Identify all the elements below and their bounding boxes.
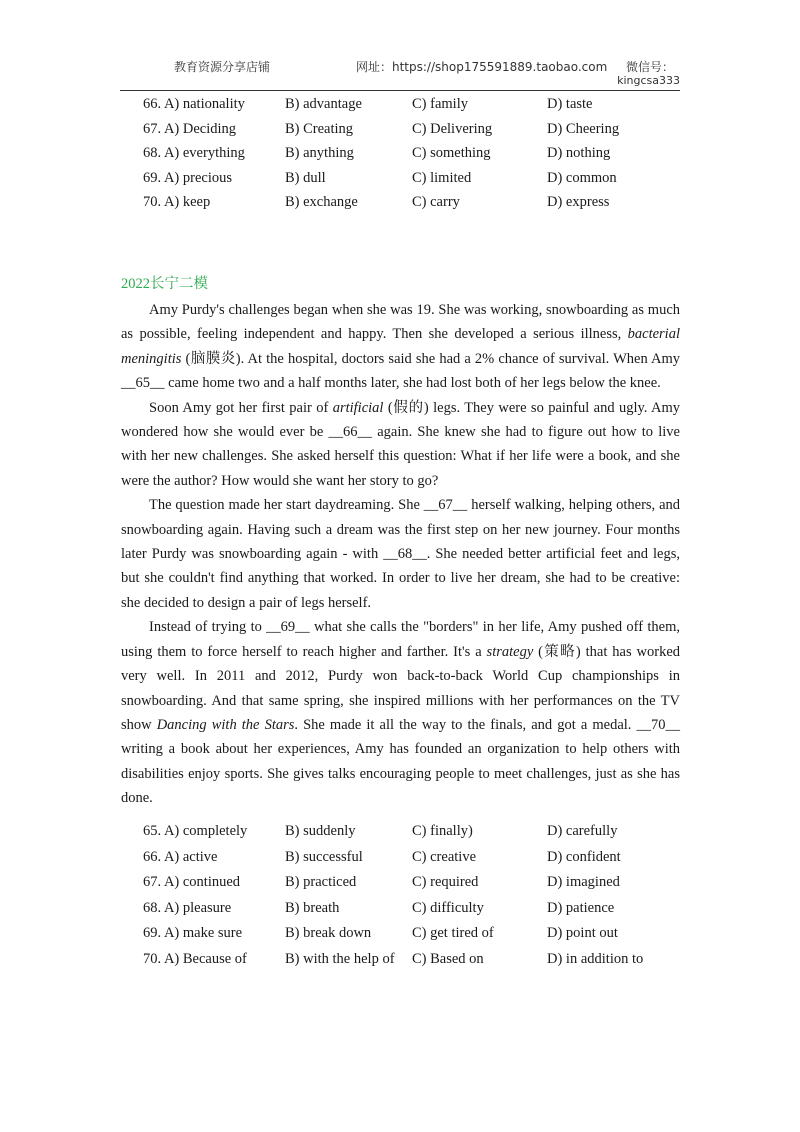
option-c: C) Delivering bbox=[412, 120, 493, 137]
option-d: D) carefully bbox=[547, 823, 618, 839]
option-b: B) Creating bbox=[285, 120, 354, 137]
text-run: The question made her start daydreaming. She __67__ herself walking, helping others, and snowboarding again. Having such a dream was the first step on her new journey. Four months later Purdy was snowboarding again - with __68__. She needed better artificial feet and legs, but she couldn't find anything that worked. In order to live her dream, she had to be creative: she decided to design a pair of legs herself. bbox=[121, 497, 680, 611]
option-d: D) nothing bbox=[547, 145, 611, 162]
option-a: 70. A) keep bbox=[143, 194, 211, 211]
italic-term: strategy bbox=[486, 643, 534, 660]
option-a: 70. A) Because of bbox=[143, 950, 247, 967]
option-c: C) finally) bbox=[412, 823, 473, 839]
paragraph-4 bbox=[121, 615, 680, 810]
paragraph-2 bbox=[121, 396, 680, 494]
option-a: 66. A) active bbox=[143, 848, 218, 865]
option-a: 68. A) pleasure bbox=[143, 899, 232, 916]
paragraph-3 bbox=[121, 493, 680, 615]
option-d: D) in addition to bbox=[547, 950, 644, 967]
reading-passage bbox=[121, 298, 680, 811]
option-a: 67. A) continued bbox=[143, 874, 241, 891]
option-c: C) carry bbox=[412, 194, 460, 211]
option-a: 67. A) Deciding bbox=[143, 120, 237, 137]
option-d: D) Cheering bbox=[547, 120, 620, 137]
header-wechat-id: kingcsa333 bbox=[617, 74, 680, 87]
section-title: 2022长宁二模 bbox=[121, 276, 208, 292]
option-b: B) anything bbox=[285, 145, 354, 162]
option-d: D) common bbox=[547, 169, 617, 186]
header-shop-name: 教育资源分享店铺 bbox=[174, 60, 271, 74]
text-run: (假的) legs. They were so painful and ugly. Amy wondered how she would ever be __66__ again. She knew she had to figure out how to live with her new challenges. She asked herself this question: What if her life were a book, and she were the author? How would she want her story to go? bbox=[121, 399, 680, 489]
italic-term: bacterial meningitis bbox=[121, 326, 680, 367]
header-wechat-label: 微信号： bbox=[625, 60, 674, 74]
option-a: 68. A) everything bbox=[143, 145, 245, 162]
option-b: B) dull bbox=[285, 169, 326, 186]
option-b: B) suddenly bbox=[285, 823, 356, 839]
text-run: Amy Purdy's challenges began when she was 19. She was working, snowboarding as much as possible, feeling independent and happy. Then she developed a serious illness, bbox=[121, 302, 680, 343]
option-c: C) creative bbox=[412, 848, 477, 865]
option-d: D) express bbox=[547, 194, 610, 211]
option-d: D) confident bbox=[547, 848, 621, 865]
option-c: C) Based on bbox=[412, 950, 484, 967]
option-b: B) advantage bbox=[285, 96, 362, 112]
paragraph-1 bbox=[121, 298, 680, 396]
option-b: B) exchange bbox=[285, 194, 358, 211]
option-a: 65. A) completely bbox=[143, 823, 248, 839]
option-c: C) limited bbox=[412, 169, 472, 186]
option-b: B) break down bbox=[285, 925, 372, 942]
option-d: D) taste bbox=[547, 96, 593, 112]
option-b: B) with the help of bbox=[285, 950, 395, 967]
text-run: (脑膜炎). At the hospital, doctors said she had a 2% chance of survival. When Amy __65__ came home two and a half months later, she had lost both of her legs below the knee. bbox=[121, 350, 680, 392]
option-d: D) imagined bbox=[547, 874, 620, 891]
option-c: C) difficulty bbox=[412, 899, 484, 916]
option-c: C) something bbox=[412, 145, 491, 162]
option-c: C) family bbox=[412, 96, 468, 112]
option-d: D) point out bbox=[547, 925, 618, 942]
option-d: D) patience bbox=[547, 899, 615, 916]
option-a: 69. A) make sure bbox=[143, 925, 243, 942]
option-a: 69. A) precious bbox=[143, 169, 232, 186]
option-a: 66. A) nationality bbox=[143, 96, 245, 112]
header-url: 网址：https://shop175591889.taobao.com bbox=[356, 60, 608, 74]
text-run: Soon Amy got her first pair of bbox=[149, 399, 333, 416]
page-header bbox=[120, 54, 680, 91]
option-c: C) required bbox=[412, 874, 479, 891]
option-c: C) get tired of bbox=[412, 925, 494, 942]
option-b: B) practiced bbox=[285, 874, 357, 891]
text-run: . She made it all the way to the finals, and got a medal. __70__ writing a book about her experiences, Amy has founded an organization to help others with disabilities enjoy sports. She gives talks encouraging people to meet challenges, just as she has done. bbox=[121, 716, 680, 807]
text-run: Instead of trying to __69__ what she calls the "borders" in her life, Amy pushed off them, using them to force herself to reach higher and farther. It's a bbox=[121, 619, 680, 660]
option-b: B) successful bbox=[285, 848, 363, 865]
italic-term: Dancing with the Stars bbox=[156, 716, 295, 733]
option-b: B) breath bbox=[285, 899, 340, 916]
italic-term: artificial bbox=[332, 399, 384, 416]
text-run: (策略) that has worked very well. In 2011 and 2012, Purdy won back-to-back World Cup championships in snowboarding. And that same spring, she inspired millions with her performances on the TV show bbox=[121, 643, 681, 733]
